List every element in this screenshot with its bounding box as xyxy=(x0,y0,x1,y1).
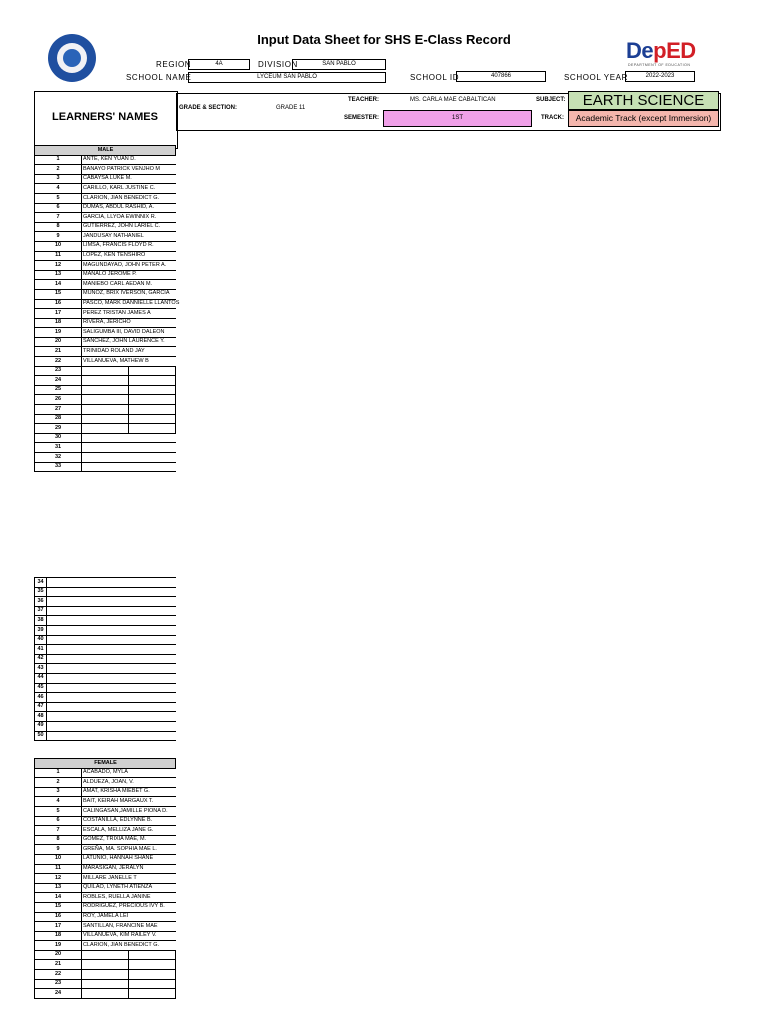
row-number: 38 xyxy=(35,616,47,626)
row-number: 45 xyxy=(35,683,47,693)
learner-name-cell[interactable]: RODRIGUEZ, PRECIOUS IVY B. xyxy=(82,902,129,912)
row-number: 20 xyxy=(35,950,82,960)
learner-name-cell[interactable] xyxy=(82,950,129,960)
table-row xyxy=(35,721,177,731)
table-row xyxy=(35,405,176,415)
row-number: 21 xyxy=(35,960,82,970)
row-number: 40 xyxy=(35,635,47,645)
school-name-field[interactable]: LYCEUM SAN PABLO xyxy=(188,72,386,83)
male-table xyxy=(34,145,180,472)
row-number: 43 xyxy=(35,664,47,674)
row-number: 22 xyxy=(35,357,82,367)
row-number: 6 xyxy=(35,816,82,826)
table-row xyxy=(35,931,176,941)
row-number: 37 xyxy=(35,606,47,616)
extra-cell[interactable] xyxy=(129,453,176,463)
table-row xyxy=(35,261,176,271)
table-row xyxy=(35,213,176,223)
learner-name-cell[interactable] xyxy=(47,606,144,616)
subject-value[interactable]: EARTH SCIENCE xyxy=(568,91,719,110)
learner-name-cell[interactable] xyxy=(47,578,144,588)
school-id-field[interactable]: 407866 xyxy=(456,71,546,82)
row-number: 23 xyxy=(35,979,82,989)
row-number: 50 xyxy=(35,731,47,741)
learner-name-cell[interactable] xyxy=(82,970,129,980)
learner-name-cell[interactable]: SALIGUMBA III, DAVID DALEON xyxy=(82,328,129,338)
learner-name-cell[interactable]: ANTE, KEN YUAN D. xyxy=(82,155,129,165)
table-row xyxy=(35,787,176,797)
learner-name-cell[interactable] xyxy=(82,385,129,395)
table-row xyxy=(35,165,176,175)
extra-cell[interactable] xyxy=(143,616,176,626)
row-number: 18 xyxy=(35,931,82,941)
learner-name-cell[interactable]: GARCIA, LLYOA EWINNIX R. xyxy=(82,213,129,223)
extra-cell[interactable] xyxy=(129,912,176,922)
table-row xyxy=(35,299,176,309)
row-number: 1 xyxy=(35,155,82,165)
row-number: 22 xyxy=(35,970,82,980)
row-number: 17 xyxy=(35,922,82,932)
learner-name-cell[interactable]: GUTIERREZ, JOHN LARIEL C. xyxy=(82,222,129,232)
table-row xyxy=(35,835,176,845)
table-row xyxy=(35,251,176,261)
table-row xyxy=(35,950,176,960)
learner-name-cell[interactable]: VILLANUEVA, KIM RAILEY V. xyxy=(82,931,129,941)
extra-cell[interactable] xyxy=(129,318,176,328)
row-number: 3 xyxy=(35,174,82,184)
table-row xyxy=(35,768,176,778)
division-label: DIVISION xyxy=(258,60,298,69)
region-field[interactable]: 4A xyxy=(188,59,250,70)
table-row xyxy=(35,309,176,319)
learner-name-cell[interactable]: ESCALA, MELLIZA JANE G. xyxy=(82,826,129,836)
page-title: Input Data Sheet for SHS E-Class Record xyxy=(257,32,511,47)
table-row xyxy=(35,902,176,912)
row-number: 30 xyxy=(35,433,82,443)
table-row xyxy=(35,806,176,816)
row-number: 15 xyxy=(35,902,82,912)
extra-cell[interactable] xyxy=(143,645,176,655)
table-row xyxy=(35,664,177,674)
row-number: 11 xyxy=(35,864,82,874)
table-row xyxy=(35,433,176,443)
male-header: MALE xyxy=(35,146,176,156)
region-label: REGION xyxy=(156,60,192,69)
learner-name-cell[interactable]: MARASIGAN, JERALYN xyxy=(82,864,129,874)
extra-cell[interactable] xyxy=(129,462,176,472)
row-number: 7 xyxy=(35,213,82,223)
row-number: 31 xyxy=(35,443,82,453)
row-number: 13 xyxy=(35,270,82,280)
extra-cell[interactable] xyxy=(143,683,176,693)
extra-cell[interactable] xyxy=(143,625,176,635)
learner-name-cell[interactable]: LIMSA, FRANCIS FLOYD R. xyxy=(82,241,129,251)
table-row xyxy=(35,712,177,722)
table-row xyxy=(35,816,176,826)
table-row xyxy=(35,941,176,951)
learner-name-cell[interactable]: GREÑA, MA. SOPHIA MAE L. xyxy=(82,845,129,855)
learner-name-cell[interactable] xyxy=(47,597,144,607)
learner-name-cell[interactable]: ALDUEZA, JOAN, V. xyxy=(82,778,129,788)
table-row xyxy=(35,778,176,788)
learner-name-cell[interactable] xyxy=(82,395,129,405)
extra-cell[interactable] xyxy=(143,578,176,588)
table-row xyxy=(35,270,176,280)
extra-cell[interactable] xyxy=(129,376,176,386)
table-row xyxy=(35,280,176,290)
learner-name-cell[interactable]: JANDUSAY NATHANIEL xyxy=(82,232,129,242)
school-id-label: SCHOOL ID xyxy=(410,73,460,82)
row-number: 19 xyxy=(35,941,82,951)
extra-cell[interactable] xyxy=(129,989,176,999)
row-number: 7 xyxy=(35,826,82,836)
row-number: 36 xyxy=(35,597,47,607)
learner-name-cell[interactable] xyxy=(82,960,129,970)
row-number: 25 xyxy=(35,385,82,395)
learner-name-cell[interactable] xyxy=(47,731,144,741)
table-row xyxy=(35,328,176,338)
table-row xyxy=(35,874,176,884)
table-row xyxy=(35,922,176,932)
learner-name-cell[interactable] xyxy=(47,664,144,674)
semester-value[interactable]: 1ST xyxy=(383,110,532,127)
extra-cell[interactable] xyxy=(143,712,176,722)
extra-cell[interactable] xyxy=(129,414,176,424)
male-table-continued xyxy=(34,577,176,741)
row-number: 3 xyxy=(35,787,82,797)
learner-name-cell[interactable] xyxy=(82,989,129,999)
school-year-label: SCHOOL YEAR xyxy=(564,73,628,82)
extra-cell[interactable] xyxy=(143,587,176,597)
learner-name-cell[interactable]: ROY, JAMELA LEI xyxy=(82,912,129,922)
learner-name-cell[interactable] xyxy=(47,645,144,655)
learner-name-cell[interactable] xyxy=(82,462,129,472)
extra-cell[interactable] xyxy=(129,768,176,778)
learner-name-cell[interactable] xyxy=(47,683,144,693)
table-row xyxy=(35,376,176,386)
learner-name-cell[interactable]: MANALO JEROME P. xyxy=(82,270,129,280)
learner-name-cell[interactable]: MAGUNDAYAO, JOHN PETER A. xyxy=(82,261,129,271)
row-number: 13 xyxy=(35,883,82,893)
track-label: TRACK: xyxy=(541,115,564,121)
row-number: 12 xyxy=(35,874,82,884)
deped-logo: DepED xyxy=(626,38,696,63)
table-row xyxy=(35,222,176,232)
table-row xyxy=(35,174,176,184)
row-number: 48 xyxy=(35,712,47,722)
learner-name-cell[interactable]: CABAYSA LUKE M. xyxy=(82,174,129,184)
row-number: 2 xyxy=(35,778,82,788)
female-table xyxy=(34,758,176,999)
table-row xyxy=(35,864,176,874)
row-number: 47 xyxy=(35,702,47,712)
table-row xyxy=(35,797,176,807)
table-row xyxy=(35,366,176,376)
row-number: 27 xyxy=(35,405,82,415)
extra-cell[interactable] xyxy=(143,597,176,607)
extra-cell[interactable] xyxy=(129,979,176,989)
learner-name-cell[interactable] xyxy=(82,424,129,434)
extra-cell[interactable] xyxy=(143,606,176,616)
learner-name-cell[interactable]: SANTILLAN, FRANCINE MAE xyxy=(82,922,129,932)
learner-name-cell[interactable] xyxy=(47,616,144,626)
table-row xyxy=(35,893,176,903)
row-number: 6 xyxy=(35,203,82,213)
extra-cell[interactable] xyxy=(143,635,176,645)
learner-name-cell[interactable]: RIVERA, JERICHO xyxy=(82,318,129,328)
table-row xyxy=(35,960,176,970)
table-row xyxy=(35,625,177,635)
learner-name-cell[interactable] xyxy=(82,414,129,424)
row-number: 12 xyxy=(35,261,82,271)
table-row xyxy=(35,731,177,741)
extra-cell[interactable] xyxy=(129,950,176,960)
learner-name-cell[interactable] xyxy=(47,625,144,635)
learner-name-cell[interactable] xyxy=(47,721,144,731)
table-row xyxy=(35,443,176,453)
learner-name-cell[interactable]: MILLARE JANELLE T xyxy=(82,874,129,884)
division-field[interactable]: SAN PABLO xyxy=(292,59,386,70)
table-row xyxy=(35,385,176,395)
row-number: 46 xyxy=(35,693,47,703)
extra-cell[interactable] xyxy=(143,673,176,683)
table-row xyxy=(35,979,176,989)
extra-cell[interactable] xyxy=(143,664,176,674)
row-number: 35 xyxy=(35,587,47,597)
deped-seal-logo xyxy=(48,34,96,82)
row-number: 8 xyxy=(35,835,82,845)
row-number: 39 xyxy=(35,625,47,635)
table-row xyxy=(35,912,176,922)
table-row xyxy=(35,193,176,203)
extra-cell[interactable] xyxy=(129,405,176,415)
table-row xyxy=(35,683,177,693)
row-number: 5 xyxy=(35,806,82,816)
table-row xyxy=(35,826,176,836)
row-number: 28 xyxy=(35,414,82,424)
table-row xyxy=(35,395,176,405)
extra-cell[interactable] xyxy=(129,433,176,443)
extra-cell[interactable] xyxy=(143,693,176,703)
table-row xyxy=(35,347,176,357)
row-number: 23 xyxy=(35,366,82,376)
row-number: 16 xyxy=(35,299,82,309)
learner-name-cell[interactable] xyxy=(47,702,144,712)
extra-cell[interactable] xyxy=(129,174,176,184)
row-number: 9 xyxy=(35,845,82,855)
row-number: 41 xyxy=(35,645,47,655)
grade-section-label: GRADE & SECTION: xyxy=(179,105,238,111)
female-header: FEMALE xyxy=(35,759,176,769)
row-number: 33 xyxy=(35,462,82,472)
learner-name-cell[interactable]: MUÑOZ, BRIX IVERSON, GARCIA xyxy=(82,289,129,299)
row-number: 16 xyxy=(35,912,82,922)
learner-name-cell[interactable] xyxy=(82,979,129,989)
learner-name-cell[interactable]: CARILLO, KARL JUSTINE C. xyxy=(82,184,129,194)
extra-cell[interactable] xyxy=(129,424,176,434)
school-year-field[interactable]: 2022-2023 xyxy=(625,71,695,82)
table-row xyxy=(35,453,176,463)
learner-name-cell[interactable] xyxy=(47,712,144,722)
learner-name-cell[interactable]: LOPEZ, KEN TENSHIRO xyxy=(82,251,129,261)
learner-name-cell[interactable]: PEREZ TRISTAN JAMES A xyxy=(82,309,129,319)
table-row xyxy=(35,616,177,626)
table-row xyxy=(35,587,177,597)
semester-label: SEMESTER: xyxy=(344,115,380,121)
table-row xyxy=(35,232,176,242)
learner-name-cell[interactable]: LATUNIO, HANNAH SHANE xyxy=(82,854,129,864)
learner-name-cell[interactable]: CLARION, JIAN BENEDICT G. xyxy=(82,193,129,203)
row-number: 34 xyxy=(35,578,47,588)
learner-name-cell[interactable]: COSTANILLA, EDLYNNE B. xyxy=(82,816,129,826)
extra-cell[interactable] xyxy=(143,654,176,664)
deped-logo-subtitle: DEPARTMENT OF EDUCATION xyxy=(628,63,691,67)
extra-cell[interactable] xyxy=(129,960,176,970)
extra-cell[interactable] xyxy=(129,443,176,453)
table-row xyxy=(35,845,176,855)
learner-name-cell[interactable] xyxy=(47,654,144,664)
table-row xyxy=(35,606,177,616)
table-row xyxy=(35,854,176,864)
track-value[interactable]: Academic Track (except Immersion) xyxy=(568,110,719,127)
row-number: 15 xyxy=(35,289,82,299)
extra-cell[interactable] xyxy=(129,366,176,376)
row-number: 11 xyxy=(35,251,82,261)
learner-name-cell[interactable]: SANCHEZ, JOHN LAURENCE Y. xyxy=(82,337,129,347)
learner-name-cell[interactable]: PASCO, MARK DANNIELLE LLANTOS xyxy=(82,299,129,309)
table-row xyxy=(35,654,177,664)
teacher-label: TEACHER: xyxy=(348,97,379,103)
table-row xyxy=(35,702,177,712)
learner-name-cell[interactable]: AMAT, KRISHA MIEBET G. xyxy=(82,787,129,797)
row-number: 10 xyxy=(35,854,82,864)
learner-name-cell[interactable]: TRINIDAD ROLAND JAY xyxy=(82,347,129,357)
learner-name-cell[interactable]: ROBLES, RUELLA JANINE xyxy=(82,893,129,903)
table-row xyxy=(35,424,176,434)
learner-name-cell[interactable] xyxy=(82,453,129,463)
extra-cell[interactable] xyxy=(143,731,176,741)
row-number: 21 xyxy=(35,347,82,357)
row-number: 44 xyxy=(35,673,47,683)
learner-name-cell[interactable] xyxy=(47,693,144,703)
row-number: 4 xyxy=(35,797,82,807)
table-row xyxy=(35,203,176,213)
subject-label: SUBJECT: xyxy=(536,97,566,103)
table-row xyxy=(35,337,176,347)
extra-cell[interactable] xyxy=(129,395,176,405)
table-row xyxy=(35,578,177,588)
row-number: 26 xyxy=(35,395,82,405)
extra-cell[interactable] xyxy=(143,721,176,731)
learner-name-cell[interactable] xyxy=(47,587,144,597)
learner-name-cell[interactable]: BANAYO PATRICK VENJHO M xyxy=(82,165,129,175)
table-row xyxy=(35,970,176,980)
table-row xyxy=(35,673,177,683)
row-number: 24 xyxy=(35,376,82,386)
grade-section-value[interactable]: GRADE 11 xyxy=(276,105,306,111)
learners-header: LEARNERS' NAMES xyxy=(52,111,158,123)
row-number: 32 xyxy=(35,453,82,463)
table-row xyxy=(35,318,176,328)
learner-name-cell[interactable]: CLARION, JIAN BENEDICT G. xyxy=(82,941,129,951)
extra-cell[interactable] xyxy=(129,385,176,395)
row-number: 10 xyxy=(35,241,82,251)
table-row xyxy=(35,597,177,607)
table-row xyxy=(35,289,176,299)
table-row xyxy=(35,693,177,703)
table-row xyxy=(35,989,176,999)
row-number: 5 xyxy=(35,193,82,203)
row-number: 20 xyxy=(35,337,82,347)
extra-cell[interactable] xyxy=(129,970,176,980)
teacher-value[interactable]: MS. CARLA MAE CABALTICAN xyxy=(410,97,496,103)
table-row xyxy=(35,241,176,251)
learner-name-cell[interactable] xyxy=(47,635,144,645)
learner-name-cell[interactable]: CALINGASAN,JAMILLE PIONA D. xyxy=(82,806,129,816)
learner-name-cell[interactable]: ACABADO, MYLA xyxy=(82,768,129,778)
table-row xyxy=(35,155,176,165)
learner-name-cell[interactable] xyxy=(47,673,144,683)
table-row xyxy=(35,645,177,655)
row-number: 14 xyxy=(35,280,82,290)
row-number: 4 xyxy=(35,184,82,194)
learner-name-cell[interactable] xyxy=(82,443,129,453)
learner-name-cell[interactable]: DUMAS, ABDUL RASHID, A. xyxy=(82,203,129,213)
row-number: 9 xyxy=(35,232,82,242)
row-number: 24 xyxy=(35,989,82,999)
row-number: 29 xyxy=(35,424,82,434)
table-row xyxy=(35,462,176,472)
learner-name-cell[interactable] xyxy=(82,376,129,386)
school-name-label: SCHOOL NAME xyxy=(126,73,192,82)
learner-name-cell[interactable] xyxy=(82,433,129,443)
table-row xyxy=(35,635,177,645)
extra-cell[interactable] xyxy=(129,778,176,788)
table-row xyxy=(35,357,176,367)
table-row xyxy=(35,414,176,424)
extra-cell[interactable] xyxy=(143,702,176,712)
learner-name-cell[interactable] xyxy=(82,405,129,415)
table-row xyxy=(35,883,176,893)
row-number: 18 xyxy=(35,318,82,328)
learner-name-cell[interactable]: QUILAO, LYNETH ATIENZA xyxy=(82,883,129,893)
learner-name-cell[interactable]: VILLANUEVA, MATHEW B xyxy=(82,357,129,367)
row-number: 2 xyxy=(35,165,82,175)
row-number: 42 xyxy=(35,654,47,664)
row-number: 14 xyxy=(35,893,82,903)
learner-name-cell[interactable] xyxy=(82,366,129,376)
row-number: 49 xyxy=(35,721,47,731)
learner-name-cell[interactable]: MANIEBO CARL AEDAN M. xyxy=(82,280,129,290)
row-number: 8 xyxy=(35,222,82,232)
learner-name-cell[interactable]: BAIT, KEIRAH MARGAUX T. xyxy=(82,797,129,807)
table-row xyxy=(35,184,176,194)
row-number: 19 xyxy=(35,328,82,338)
learner-name-cell[interactable]: GOMEZ, TRIXIA MAE, M. xyxy=(82,835,129,845)
row-number: 17 xyxy=(35,309,82,319)
row-number: 1 xyxy=(35,768,82,778)
